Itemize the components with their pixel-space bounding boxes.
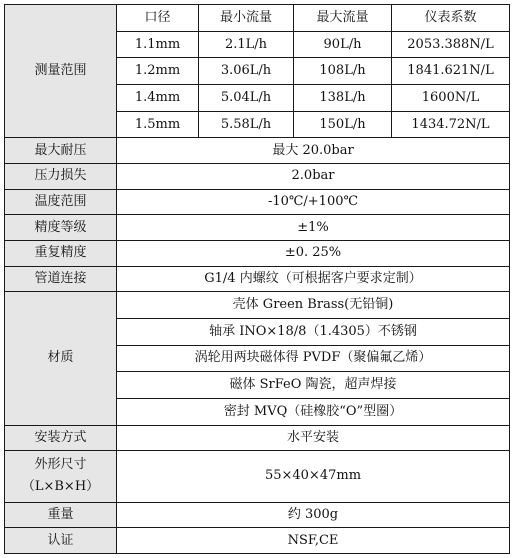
max-pressure-label: 最大耐压 (5, 138, 117, 164)
cell-diameter: 1.1mm (117, 31, 199, 58)
spec-row-pressure-loss (5, 164, 510, 190)
dimensions-value: 55×40×47mm (117, 451, 510, 502)
repeatability-value: ±0. 25% (117, 240, 510, 266)
spec-row-dimensions (5, 451, 510, 502)
cell-diameter: 1.2mm (117, 58, 199, 85)
measurement-range-label: 测量范围 (5, 5, 117, 138)
spec-row-temperature (5, 189, 510, 215)
pressure-loss-value: 2.0bar (117, 164, 510, 190)
spec-table (4, 4, 510, 554)
material-label: 材质 (5, 292, 117, 425)
cell-meter-factor: 2053.388N/L (392, 31, 510, 58)
material-bearing: 轴承 INO×18/8（1.4305）不锈钢 (117, 318, 510, 345)
temperature-range-value: -10℃/+100℃ (117, 189, 510, 215)
spec-row-weight (5, 502, 510, 528)
dimensions-label-line1: 外形尺寸 (34, 457, 87, 473)
cell-max-flow: 138L/h (294, 85, 392, 112)
spec-row-certification (5, 528, 510, 554)
cell-meter-factor: 1600N/L (392, 85, 510, 112)
cell-max-flow: 90L/h (294, 31, 392, 58)
pressure-loss-label: 压力损失 (5, 164, 117, 190)
cell-diameter: 1.5mm (117, 111, 199, 138)
cell-max-flow: 150L/h (294, 111, 392, 138)
material-magnet: 磁体 SrFeO 陶瓷，超声焊接 (117, 372, 510, 399)
certification-value: NSF,CE (117, 528, 510, 554)
cell-min-flow: 5.58L/h (199, 111, 294, 138)
pipe-connection-value: G1/4 内螺纹（可根据客户要求定制） (117, 266, 510, 292)
weight-label: 重量 (5, 502, 117, 528)
spec-row-max-pressure (5, 138, 510, 164)
install-method-label: 安装方式 (5, 425, 117, 451)
header-meter-factor: 仪表系数 (392, 5, 510, 32)
cell-min-flow: 3.06L/h (199, 58, 294, 85)
material-turbine: 涡轮用两块磁体得 PVDF（聚偏氟乙烯） (117, 345, 510, 372)
spec-row-repeatability (5, 240, 510, 266)
measurement-header-row (5, 5, 510, 32)
header-diameter: 口径 (117, 5, 199, 32)
spec-row-connection (5, 266, 510, 292)
accuracy-class-value: ±1% (117, 215, 510, 241)
pipe-connection-label: 管道连接 (5, 266, 117, 292)
dimensions-label (5, 451, 117, 502)
cell-meter-factor: 1841.621N/L (392, 58, 510, 85)
accuracy-class-label: 精度等级 (5, 215, 117, 241)
temperature-range-label: 温度范围 (5, 189, 117, 215)
install-method-value: 水平安装 (117, 425, 510, 451)
cell-diameter: 1.4mm (117, 85, 199, 112)
spec-row-accuracy (5, 215, 510, 241)
material-row (5, 292, 510, 319)
cell-min-flow: 2.1L/h (199, 31, 294, 58)
cell-meter-factor: 1434.72N/L (392, 111, 510, 138)
cell-max-flow: 108L/h (294, 58, 392, 85)
weight-value: 约 300g (117, 502, 510, 528)
max-pressure-value: 最大 20.0bar (117, 138, 510, 164)
header-max-flow: 最大流量 (294, 5, 392, 32)
repeatability-label: 重复精度 (5, 240, 117, 266)
dimensions-label-line2: （L×B×H） (21, 479, 100, 495)
material-housing: 壳体 Green Brass(无铅铜) (117, 292, 510, 319)
header-min-flow: 最小流量 (199, 5, 294, 32)
cell-min-flow: 5.04L/h (199, 85, 294, 112)
certification-label: 认证 (5, 528, 117, 554)
spec-row-install (5, 425, 510, 451)
material-seal: 密封 MVQ（硅橡胶“O”型圈） (117, 398, 510, 425)
